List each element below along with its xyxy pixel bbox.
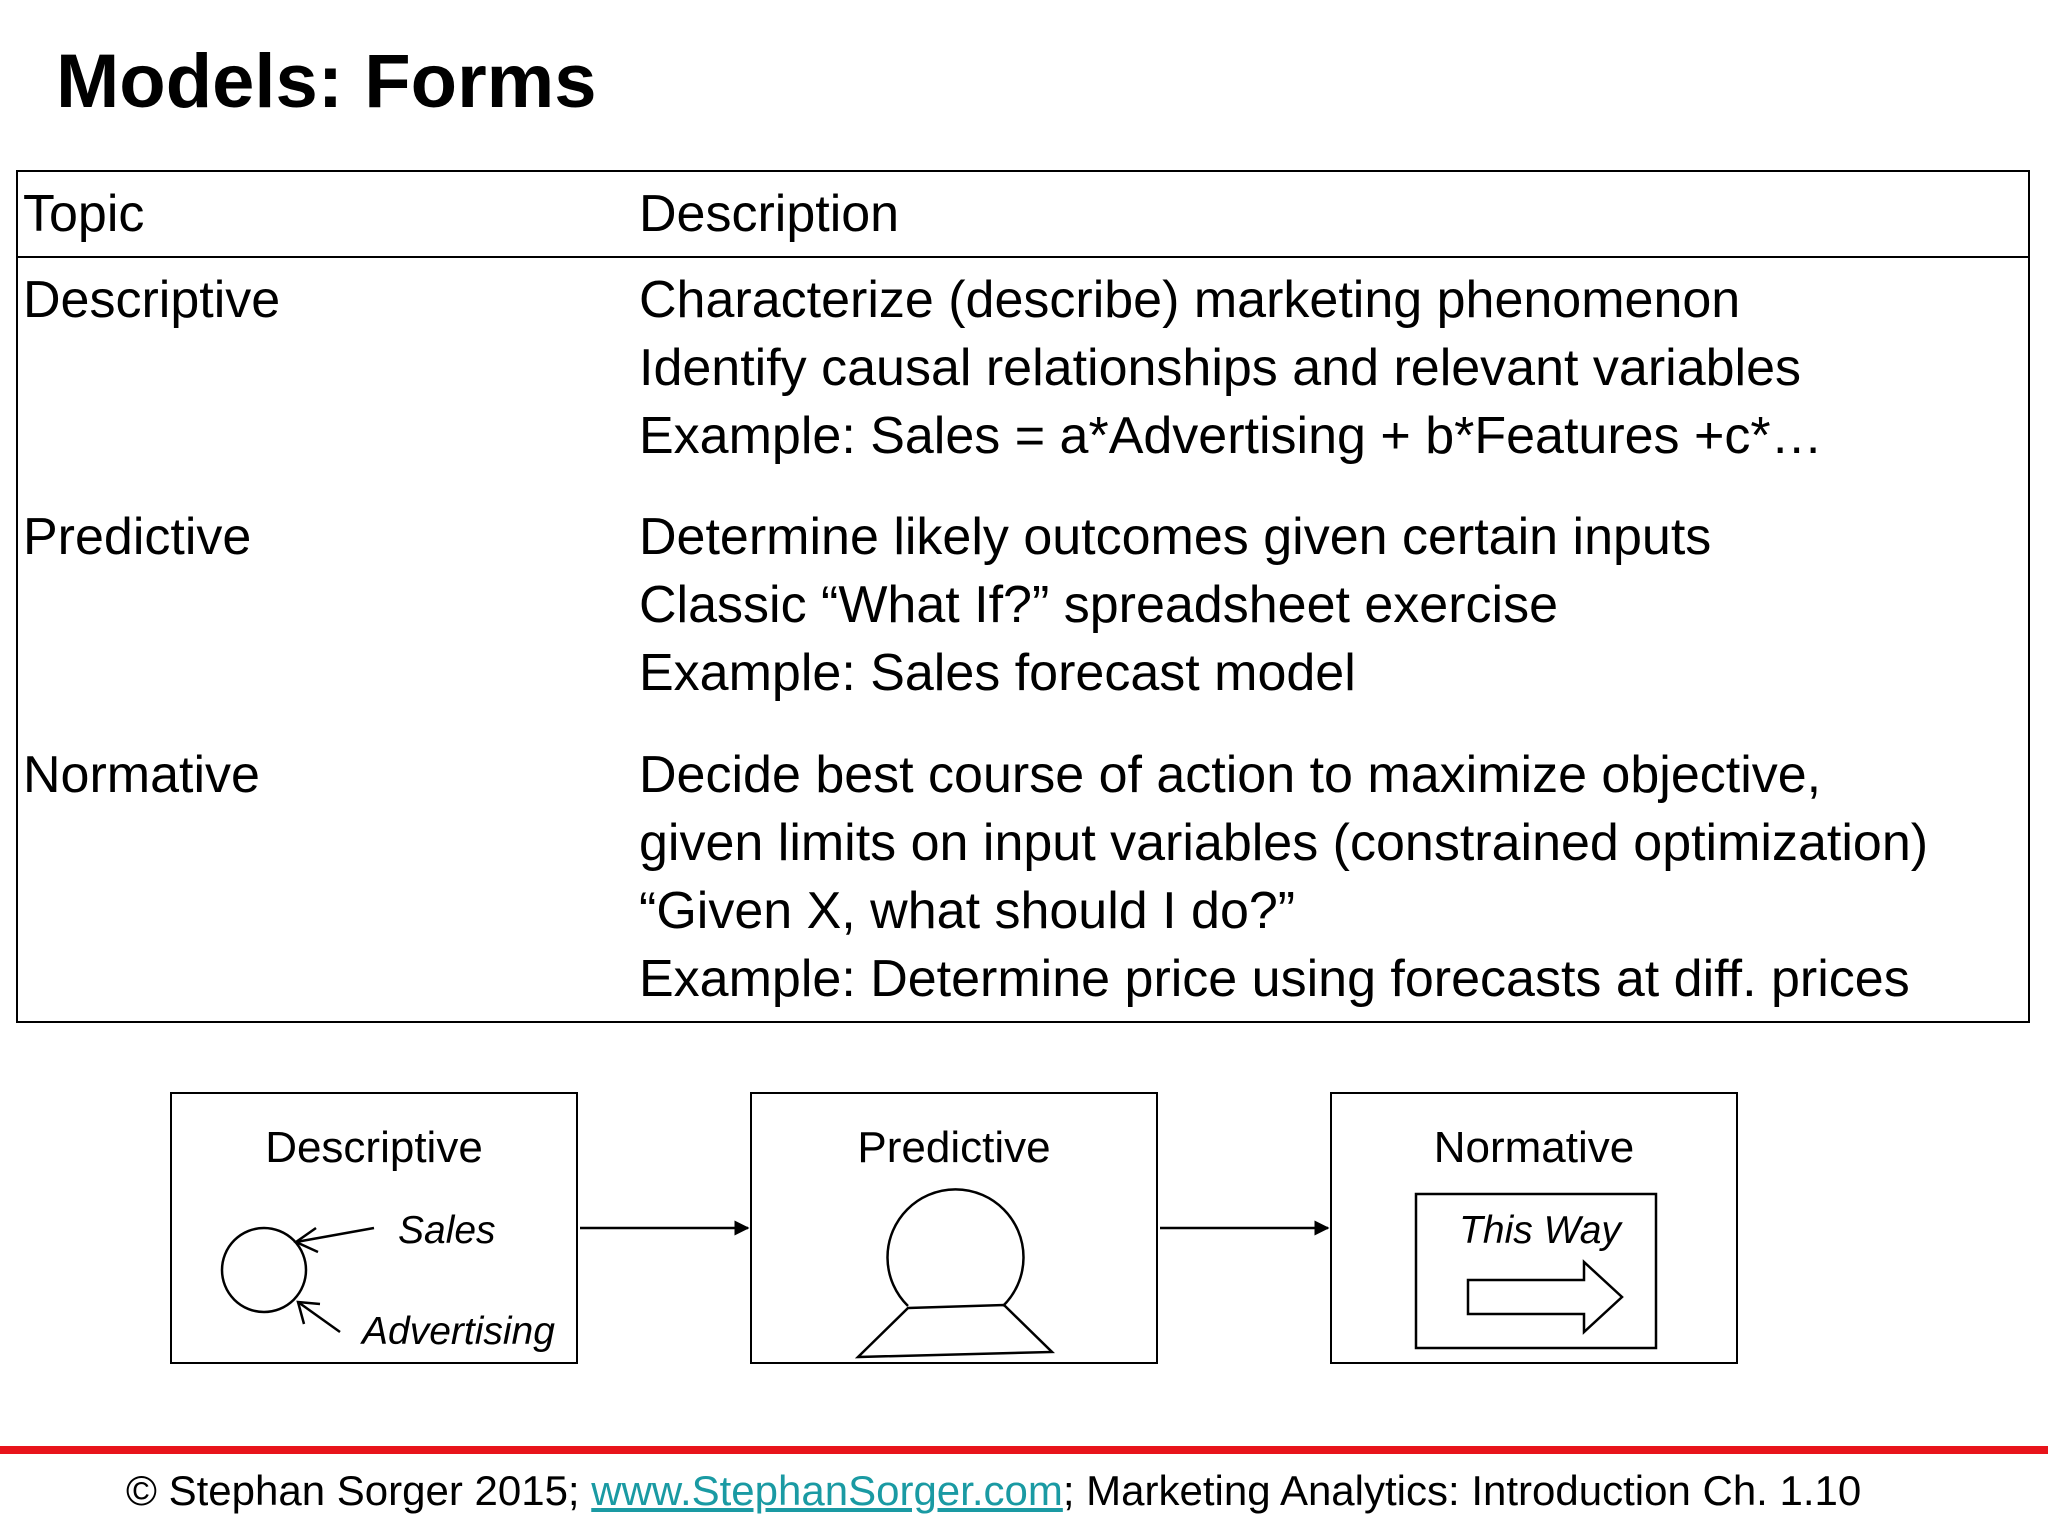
forms-table <box>16 170 2030 1023</box>
table-row-descriptive <box>17 257 2029 475</box>
description-line: Example: Sales = a*Advertising + b*Features +c*… <box>639 407 1823 465</box>
topic-cell: Predictive <box>23 508 252 567</box>
description-line: given limits on input variables (constrained optimization) <box>639 814 1929 873</box>
description-cell <box>639 475 2029 713</box>
table-row-normative <box>17 713 2029 1022</box>
description-cell <box>639 713 2029 1022</box>
footer <box>126 1467 1862 1514</box>
footer-divider <box>0 1446 2048 1454</box>
description-line: Characterize (describe) marketing phenomenon <box>639 271 1741 329</box>
description-cell <box>639 257 2029 475</box>
description-line: Determine likely outcomes given certain inputs <box>639 508 1712 567</box>
header-description: Description <box>639 171 2029 257</box>
description-line: Classic “What If?” spreadsheet exercise <box>639 576 1559 635</box>
footer-website-link[interactable]: www.StephanSorger.com <box>591 1467 1063 1514</box>
footer-copyright: © Stephan Sorger 2015; <box>126 1467 592 1514</box>
description-line: Identify causal relationships and relevant variables <box>639 339 1802 397</box>
description-line: Decide best course of action to maximize objective, <box>639 746 1822 805</box>
this-way-label: This Way <box>1459 1209 1621 1252</box>
predictive-box <box>750 1092 1158 1364</box>
table-header-row <box>17 171 2029 257</box>
description-line: Example: Sales forecast model <box>639 644 1356 703</box>
descriptive-box-label: Descriptive <box>265 1123 483 1172</box>
footer-course-info: ; Marketing Analytics: Introduction Ch. 1.10 <box>1062 1467 1862 1514</box>
description-line: Example: Determine price using forecasts at diff. prices <box>639 950 1910 1009</box>
slide-title: Models: Forms <box>56 39 597 124</box>
description-line: “Given X, what should I do?” <box>639 882 1296 941</box>
normative-box-label: Normative <box>1433 1123 1635 1172</box>
table-row-predictive <box>17 475 2029 713</box>
advertising-label: Advertising <box>362 1310 555 1353</box>
sales-label: Sales <box>398 1209 496 1252</box>
topic-cell: Normative <box>23 746 260 805</box>
header-topic: Topic <box>17 171 639 257</box>
topic-cell: Descriptive <box>23 271 281 329</box>
predictive-box-label: Predictive <box>857 1123 1051 1172</box>
